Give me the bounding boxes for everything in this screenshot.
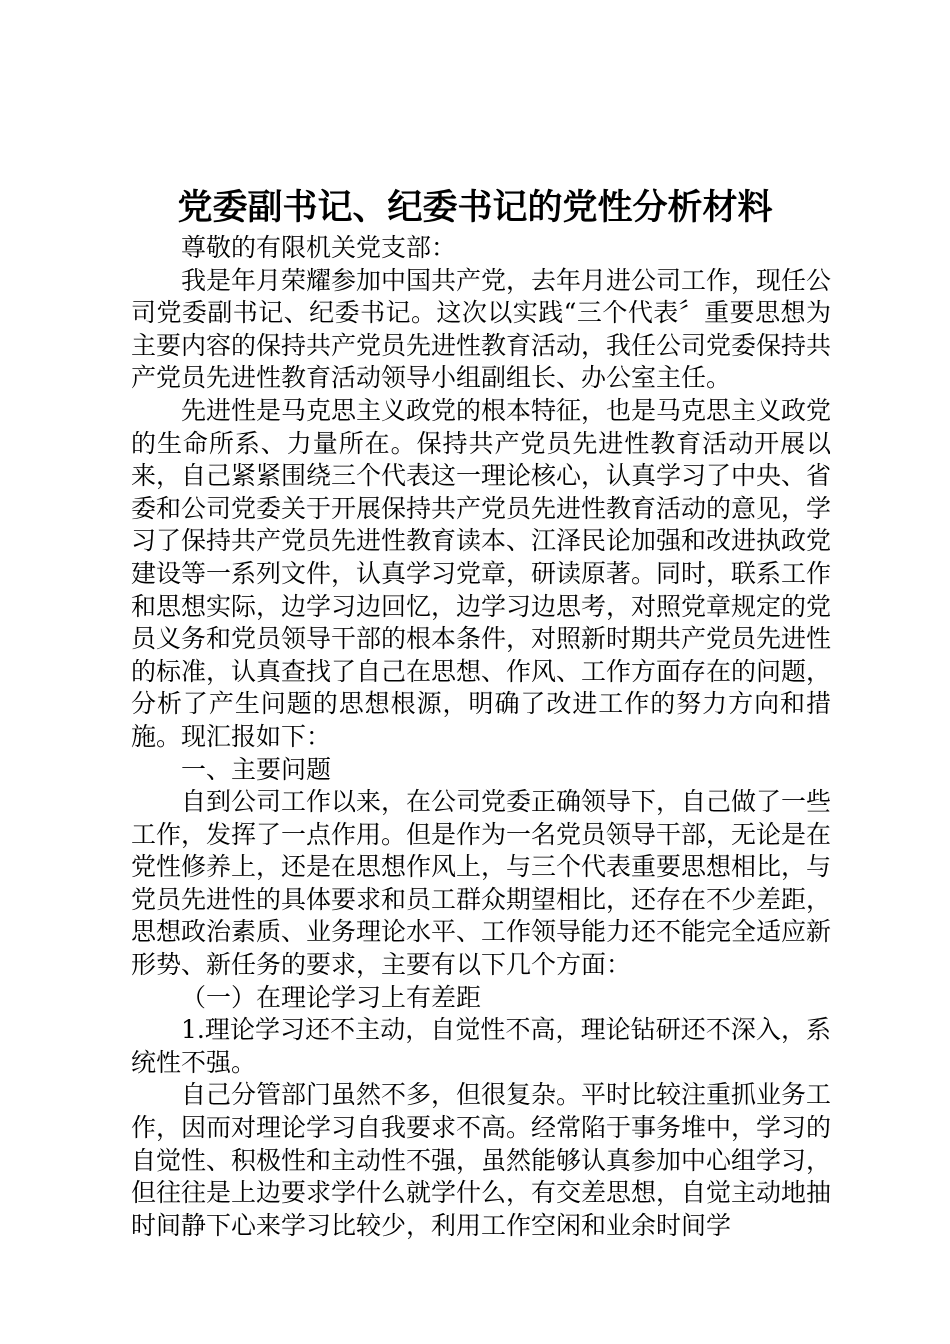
list-item-1: 1.理论学习还不主动，自觉性不高，理论钻研还不深入，系统性不强。 xyxy=(131,1015,831,1077)
paragraph-advancedness: 先进性是马克思主义政党的根本特征，也是马克思主义政党的生命所系、力量所在。保持共产党员先进性教育活动开展以来，自己紧紧围绕三个代表这一理论核心，认真学习了中央、省委和公司党委关于开展保持共产党员先进性教育活动的意见，学习了保持共产党员先进性教育读本、江泽民论加强和改进执政党建设等一系列文件，认真学习党章，研读原著。同时，联系工作和思想实际，边学习边回忆，边学习边思考，对照党章规定的党员义务和党员领导干部的根本条件，对照新时期共产党员先进性的标准，认真查找了自己在思想、作风、工作方面存在的问题，分析了产生问题的思想根源，明确了改进工作的努力方向和措施。现汇报如下： xyxy=(131,395,832,751)
section-heading-main-problems: 一、主要问题 xyxy=(181,754,332,784)
paragraph-main-problems: 自到公司工作以来，在公司党委正确领导下，自己做了一些工作，发挥了一点作用。但是作为一名党员领导干部，无论是在党性修养上，还是在思想作风上，与三个代表重要思想相比，与党员先进性的具体要求和员工群众期望相比，还存在不少差距，思想政治素质、业务理论水平、工作领导能力还不能完全适应新形势、新任务的要求，主要有以下几个方面： xyxy=(131,787,832,980)
paragraph-study-detail: 自己分管部门虽然不多，但很复杂。平时比较注重抓业务工作，因而对理论学习自我要求不高。经常陷于事务堆中，学习的自觉性、积极性和主动性不强，虽然能够认真参加中心组学习，但往往是上边要求学什么就学什么，有交差思想，自觉主动地抽时间静下心来学习比较少，利用工作空闲和业余时间学 xyxy=(131,1080,832,1240)
document-body xyxy=(131,232,831,1242)
subsection-heading-theory-study: （一）在理论学习上有差距 xyxy=(181,982,482,1012)
document-title: 党委副书记、纪委书记的党性分析材料 xyxy=(177,187,773,228)
paragraph-intro: 我是年月荣耀参加中国共产党，去年月进公司工作，现任公司党委副书记、纪委书记。这次以实践“三个代表〞重要思想为主要内容的保持共产党员先进性教育活动，我任公司党委保持共产党员先进性教育活动领导小组副组长、办公室主任。 xyxy=(131,265,832,393)
salutation: 尊敬的有限机关党支部： xyxy=(181,233,457,262)
